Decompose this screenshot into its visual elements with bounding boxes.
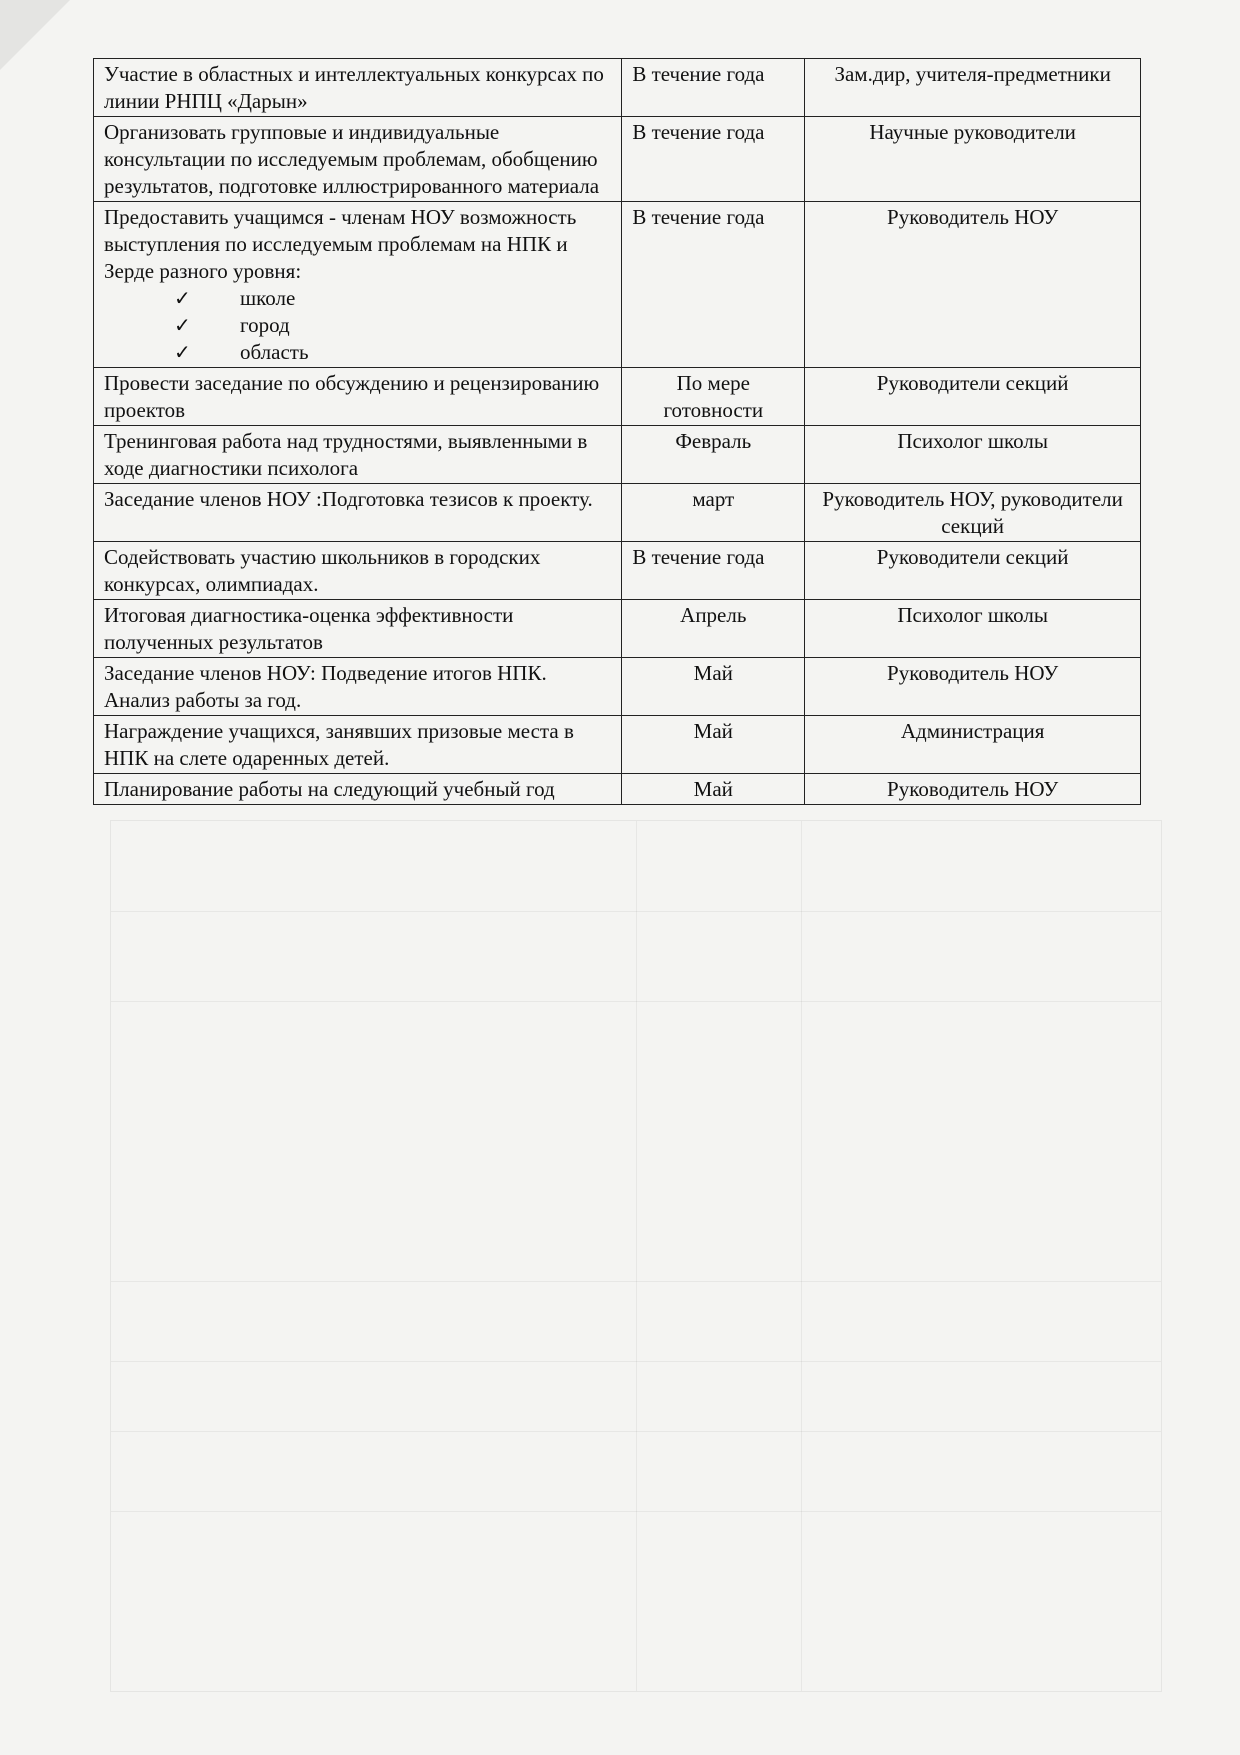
deadline-cell: В течение года [622,59,805,117]
responsible-cell: Руководитель НОУ [805,774,1141,805]
check-mark-icon: ✓ [174,286,191,310]
event-cell [94,600,622,658]
deadline-cell: В течение года [622,117,805,202]
bleed-through-table [110,820,1162,1692]
table-row [94,368,1141,426]
event-text: Заседание членов НОУ: Подведение итогов НПК. Анализ работы за год. [104,661,547,712]
plan-table [93,58,1141,805]
deadline-cell: Май [622,716,805,774]
responsible-cell: Психолог школы [805,600,1141,658]
table-row [94,658,1141,716]
event-cell [94,484,622,542]
event-text: Планирование работы на следующий учебный год [104,777,555,801]
table-row [94,542,1141,600]
event-text: Организовать групповые и индивидуальные консультации по исследуемым проблемам, обобщению результатов, подготовке иллюстрированного материала [104,120,600,198]
table-row [94,774,1141,805]
level-item [174,339,611,366]
deadline-cell: Апрель [622,600,805,658]
responsible-cell: Психолог школы [805,426,1141,484]
responsible-cell: Руководитель НОУ, руководители секций [805,484,1141,542]
event-cell [94,368,622,426]
deadline-cell: По мере готовности [622,368,805,426]
table-row [94,484,1141,542]
table-row [94,117,1141,202]
table-row [94,426,1141,484]
deadline-cell: Февраль [622,426,805,484]
event-cell [94,59,622,117]
check-mark-icon: ✓ [174,313,191,337]
event-text: Предоставить учащимся - членам НОУ возможность выступления по исследуемым проблемам на НПК и Зерде разного уровня: [104,205,577,283]
event-text: Итоговая диагностика-оценка эффективности полученных результатов [104,603,514,654]
event-cell [94,202,622,368]
table-row [94,600,1141,658]
event-text: Заседание членов НОУ :Подготовка тезисов к проекту. [104,487,593,511]
check-mark-icon: ✓ [174,340,191,364]
event-cell [94,774,622,805]
responsible-cell: Руководители секций [805,542,1141,600]
responsible-cell: Руководитель НОУ [805,202,1141,368]
responsible-cell: Руководитель НОУ [805,658,1141,716]
event-text: Участие в областных и интеллектуальных конкурсах по линии РНПЦ «Дарын» [104,62,604,113]
event-text: Награждение учащихся, занявших призовые места в НПК на слете одаренных детей. [104,719,574,770]
deadline-cell: март [622,484,805,542]
event-cell [94,426,622,484]
event-cell [94,716,622,774]
deadline-cell: В течение года [622,542,805,600]
event-text: Провести заседание по обсуждению и рецензированию проектов [104,371,600,422]
table-row [94,59,1141,117]
table-row [94,716,1141,774]
responsible-cell: Руководители секций [805,368,1141,426]
level-label: школе [240,286,296,310]
level-item [174,285,611,312]
plan-table-body [94,59,1141,805]
levels-list [104,285,611,366]
responsible-cell: Научные руководители [805,117,1141,202]
level-label: область [240,340,309,364]
responsible-cell: Зам.дир, учителя-предметники [805,59,1141,117]
table-row [94,202,1141,368]
event-text: Содействовать участию школьников в городских конкурсах, олимпиадах. [104,545,541,596]
deadline-cell: В течение года [622,202,805,368]
event-cell [94,542,622,600]
event-text: Тренинговая работа над трудностями, выявленными в ходе диагностики психолога [104,429,588,480]
level-label: город [240,313,290,337]
level-item [174,312,611,339]
deadline-cell: Май [622,658,805,716]
responsible-cell: Администрация [805,716,1141,774]
deadline-cell: Май [622,774,805,805]
event-cell [94,658,622,716]
folded-corner [0,0,70,70]
event-cell [94,117,622,202]
